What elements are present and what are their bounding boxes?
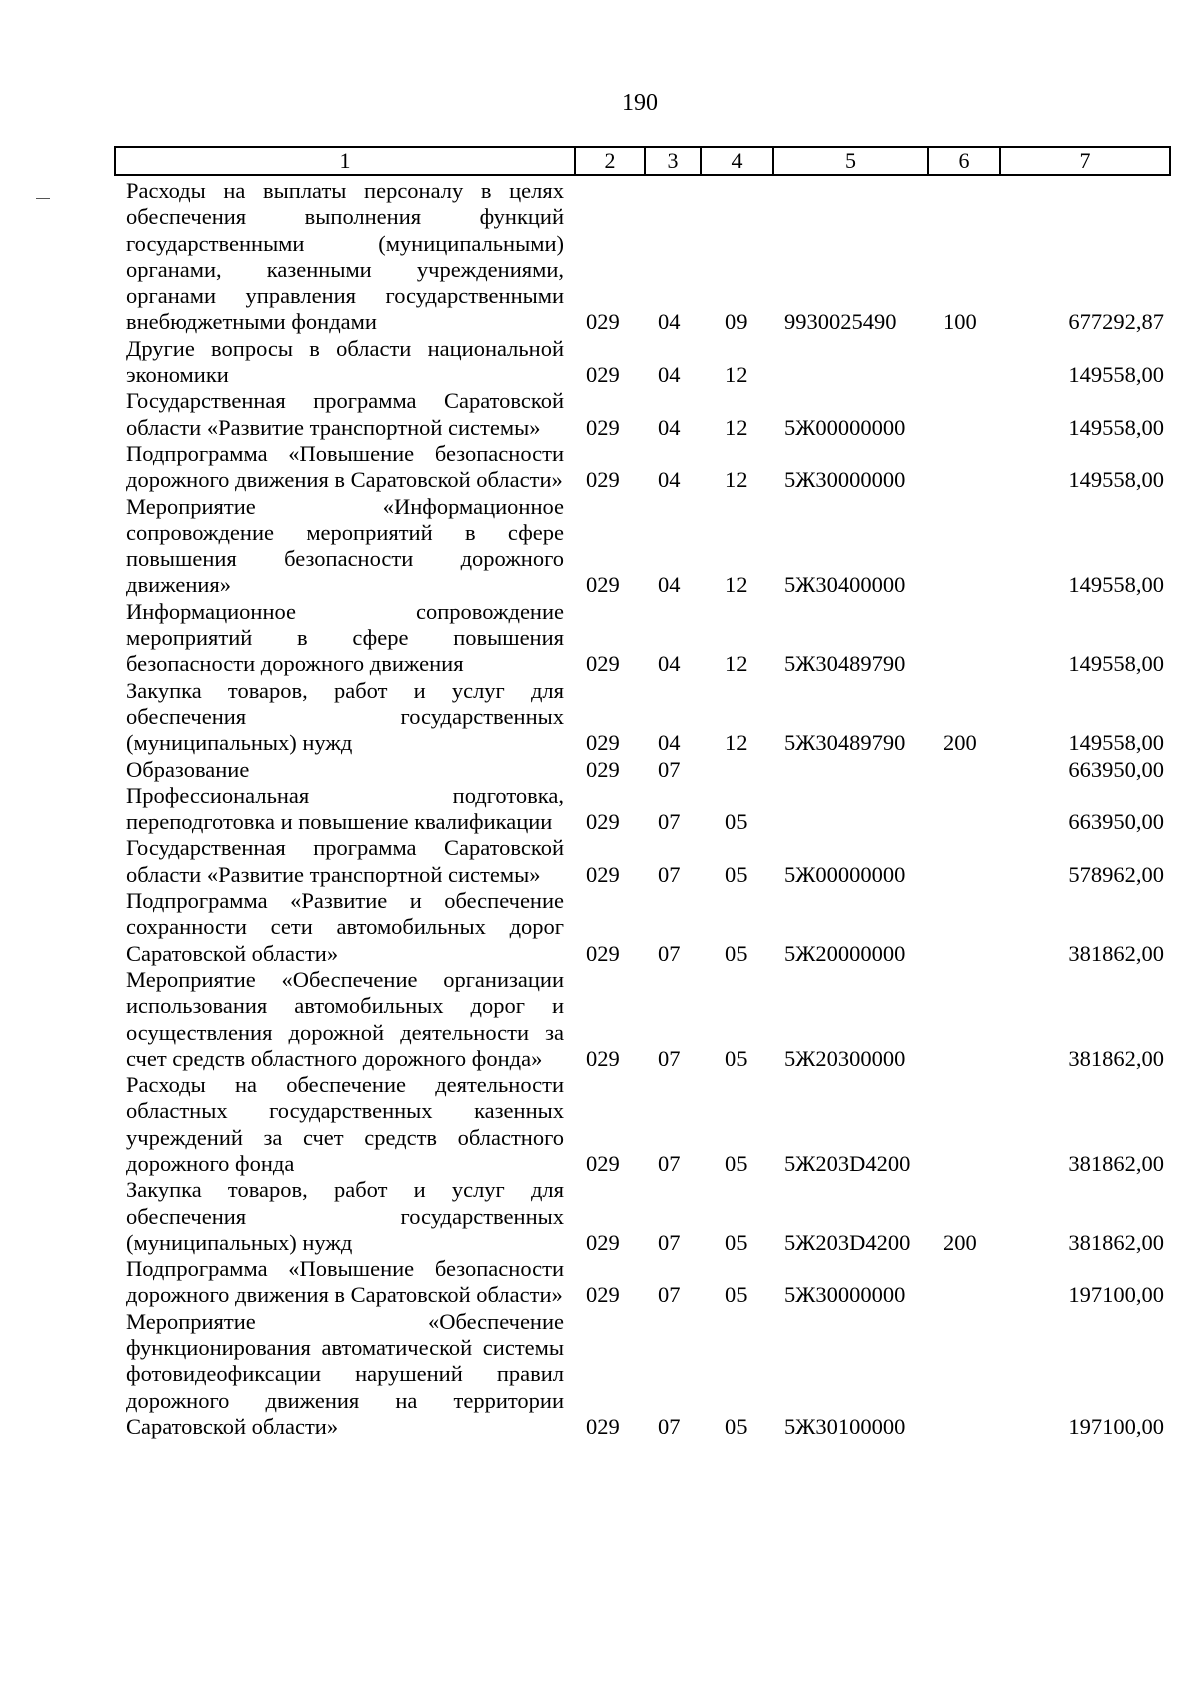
row-amount: 149558,00 (1068, 414, 1164, 440)
row-subsection: 09 (725, 309, 748, 335)
row-amount: 149558,00 (1068, 362, 1164, 388)
row-section: 04 (658, 362, 681, 388)
table-row (0, 757, 1200, 783)
row-section: 07 (658, 1229, 681, 1255)
column-header-table (114, 146, 1171, 176)
row-code: 029 (586, 572, 620, 598)
row-name: Подпрограмма «Повышение безопасности дорожного движения в Саратовской области» (126, 1256, 564, 1308)
column-header-2: 2 (575, 147, 645, 175)
row-subsection: 12 (725, 362, 748, 388)
row-type: 200 (943, 730, 977, 756)
budget-table-body (0, 178, 1200, 1440)
row-section: 07 (658, 1150, 681, 1176)
column-header-4: 4 (701, 147, 773, 175)
row-type: 200 (943, 1229, 977, 1255)
row-code: 029 (586, 940, 620, 966)
row-name: Подпрограмма «Развитие и обеспечение сохранности сети автомобильных дорог Саратовской области» (126, 888, 564, 966)
row-subsection: 12 (725, 414, 748, 440)
row-amount: 197100,00 (1068, 1282, 1164, 1308)
row-section: 04 (658, 414, 681, 440)
column-header-5: 5 (773, 147, 928, 175)
row-amount: 197100,00 (1068, 1413, 1164, 1439)
row-target: 5Ж00000000 (784, 861, 906, 887)
row-name: Расходы на выплаты персоналу в целях обеспечения выполнения функций государственными (муниципальными) органами, казенными учреждениями, органами управления государственными внебюджетными фондами (126, 178, 564, 335)
row-target: 5Ж30100000 (784, 1413, 906, 1439)
row-target: 5Ж30000000 (784, 1282, 906, 1308)
table-row (0, 178, 1200, 336)
table-row (0, 1072, 1200, 1177)
row-amount: 381862,00 (1068, 1045, 1164, 1071)
row-target: 5Ж203D4200 (784, 1150, 911, 1176)
row-code: 029 (586, 309, 620, 335)
row-code: 029 (586, 1229, 620, 1255)
row-target: 5Ж30489790 (784, 651, 906, 677)
row-amount: 381862,00 (1068, 1150, 1164, 1176)
row-subsection: 05 (725, 1282, 748, 1308)
row-code: 029 (586, 467, 620, 493)
row-subsection: 05 (725, 861, 748, 887)
row-target: 5Ж00000000 (784, 414, 906, 440)
row-code: 029 (586, 861, 620, 887)
table-row (0, 783, 1200, 836)
row-section: 04 (658, 572, 681, 598)
row-name: Государственная программа Саратовской области «Развитие транспортной системы» (126, 388, 564, 440)
row-subsection: 12 (725, 572, 748, 598)
row-amount: 677292,87 (1068, 309, 1164, 335)
row-name: Профессиональная подготовка, переподготовка и повышение квалификации (126, 782, 564, 835)
row-amount: 149558,00 (1068, 730, 1164, 756)
row-target: 9930025490 (784, 309, 897, 335)
row-name: Закупка товаров, работ и услуг для обеспечения государственных (муниципальных) нужд (126, 1177, 564, 1255)
row-target: 5Ж203D4200 (784, 1229, 911, 1255)
row-code: 029 (586, 1150, 620, 1176)
row-name: Мероприятие «Информационное сопровождение мероприятий в сфере повышения безопасности дорожного движения» (126, 493, 564, 598)
row-amount: 149558,00 (1068, 572, 1164, 598)
row-target: 5Ж20300000 (784, 1045, 906, 1071)
row-section: 04 (658, 730, 681, 756)
row-section: 07 (658, 940, 681, 966)
row-code: 029 (586, 1282, 620, 1308)
row-section: 07 (658, 1282, 681, 1308)
table-row (0, 1309, 1200, 1440)
row-subsection: 12 (725, 730, 748, 756)
row-section: 07 (658, 1413, 681, 1439)
row-subsection: 05 (725, 1229, 748, 1255)
row-subsection: 12 (725, 467, 748, 493)
table-row (0, 1256, 1200, 1309)
row-code: 029 (586, 1045, 620, 1071)
row-section: 07 (658, 756, 681, 782)
row-target: 5Ж30489790 (784, 730, 906, 756)
row-code: 029 (586, 362, 620, 388)
table-row (0, 678, 1200, 757)
page-number: 190 (622, 90, 658, 116)
row-name: Образование (126, 756, 250, 782)
row-section: 07 (658, 809, 681, 835)
row-amount: 381862,00 (1068, 1229, 1164, 1255)
table-row (0, 441, 1200, 494)
table-row (0, 967, 1200, 1072)
row-name: Закупка товаров, работ и услуг для обеспечения государственных (муниципальных) нужд (126, 677, 564, 756)
row-code: 029 (586, 809, 620, 835)
row-section: 07 (658, 861, 681, 887)
column-header-3: 3 (645, 147, 701, 175)
row-amount: 381862,00 (1068, 940, 1164, 966)
table-row (0, 494, 1200, 599)
row-subsection: 05 (725, 1045, 748, 1071)
row-amount: 578962,00 (1068, 861, 1164, 887)
column-header-row (115, 147, 1170, 175)
row-target: 5Ж20000000 (784, 940, 906, 966)
table-row (0, 888, 1200, 967)
row-amount: 149558,00 (1068, 467, 1164, 493)
table-row (0, 336, 1200, 389)
table-row (0, 599, 1200, 678)
column-header-6: 6 (928, 147, 1000, 175)
row-amount: 663950,00 (1068, 809, 1164, 835)
column-header-1: 1 (115, 147, 575, 175)
row-code: 029 (586, 414, 620, 440)
row-subsection: 05 (725, 1150, 748, 1176)
row-section: 04 (658, 651, 681, 677)
row-name: Мероприятие «Обеспечение организации использования автомобильных дорог и осуществления дорожной деятельности за счет средств областного дорожного фонда» (126, 966, 564, 1071)
row-type: 100 (943, 309, 977, 335)
row-subsection: 05 (725, 1413, 748, 1439)
row-code: 029 (586, 730, 620, 756)
row-section: 07 (658, 1045, 681, 1071)
row-name: Подпрограмма «Повышение безопасности дорожного движения в Саратовской области» (126, 440, 564, 493)
row-section: 04 (658, 467, 681, 493)
row-code: 029 (586, 651, 620, 677)
row-name: Информационное сопровождение мероприятий в сфере повышения безопасности дорожного движения (126, 598, 564, 677)
row-name: Государственная программа Саратовской области «Развитие транспортной системы» (126, 835, 564, 887)
row-amount: 149558,00 (1068, 651, 1164, 677)
row-code: 029 (586, 1413, 620, 1439)
row-subsection: 12 (725, 651, 748, 677)
row-subsection: 05 (725, 940, 748, 966)
row-name: Мероприятие «Обеспечение функционирования автоматической системы фотовидеофиксации нарушений правил дорожного движения на территории Саратовской области» (126, 1308, 564, 1439)
table-row (0, 388, 1200, 441)
table-row (0, 835, 1200, 888)
row-target: 5Ж30400000 (784, 572, 906, 598)
row-amount: 663950,00 (1068, 756, 1164, 782)
row-name: Другие вопросы в области национальной экономики (126, 335, 564, 388)
row-name: Расходы на обеспечение деятельности областных государственных казенных учреждений за счет средств областного дорожного фонда (126, 1072, 564, 1176)
row-section: 04 (658, 309, 681, 335)
column-header-7: 7 (1000, 147, 1170, 175)
row-code: 029 (586, 756, 620, 782)
row-subsection: 05 (725, 809, 748, 835)
row-target: 5Ж30000000 (784, 467, 906, 493)
table-row (0, 1177, 1200, 1256)
